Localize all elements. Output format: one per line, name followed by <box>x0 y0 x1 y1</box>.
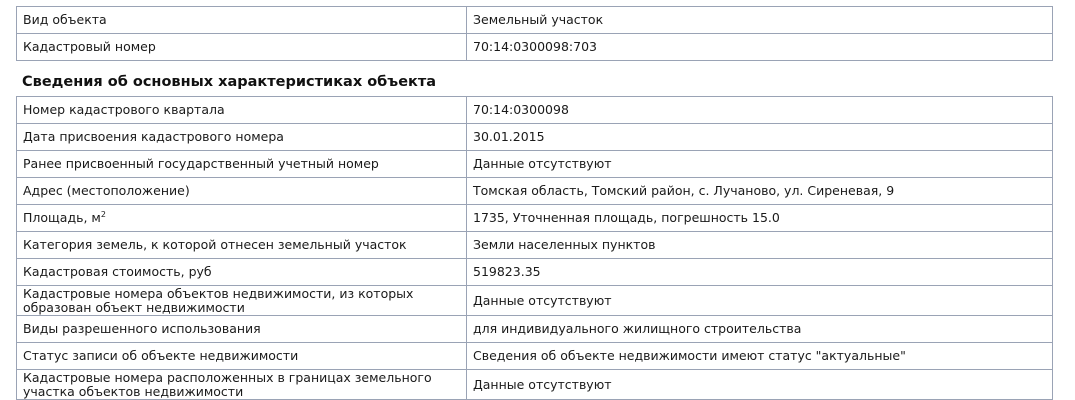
table-row <box>17 178 1053 205</box>
table-row <box>17 286 1053 316</box>
table-row <box>17 343 1053 370</box>
row-label: Кадастровые номера объектов недвижимости, из которых образован объект недвижимости <box>17 286 467 316</box>
row-value: 70:14:0300098 <box>467 97 1053 124</box>
table-row <box>17 97 1053 124</box>
row-value: Данные отсутствуют <box>467 286 1053 316</box>
table-row <box>17 205 1053 232</box>
row-value: Данные отсутствуют <box>467 151 1053 178</box>
row-label: Номер кадастрового квартала <box>17 97 467 124</box>
area-unit-superscript: 2 <box>100 209 106 219</box>
row-value: для индивидуального жилищного строительства <box>467 316 1053 343</box>
table-row <box>17 259 1053 286</box>
table-row <box>17 316 1053 343</box>
row-value: Земельный участок <box>467 7 1053 34</box>
row-label: Категория земель, к которой отнесен земельный участок <box>17 232 467 259</box>
row-value: 1735, Уточненная площадь, погрешность 15.0 <box>467 205 1053 232</box>
row-label: Дата присвоения кадастрового номера <box>17 124 467 151</box>
row-value: Сведения об объекте недвижимости имеют статус "актуальные" <box>467 343 1053 370</box>
row-value: 70:14:0300098:703 <box>467 34 1053 61</box>
object-info-table <box>16 6 1053 61</box>
row-label: Кадастровая стоимость, руб <box>17 259 467 286</box>
table-row <box>17 151 1053 178</box>
row-value: Земли населенных пунктов <box>467 232 1053 259</box>
table-row <box>17 124 1053 151</box>
row-value: Данные отсутствуют <box>467 370 1053 400</box>
row-value: 30.01.2015 <box>467 124 1053 151</box>
table-row <box>17 232 1053 259</box>
row-label: Ранее присвоенный государственный учетный номер <box>17 151 467 178</box>
row-label: Статус записи об объекте недвижимости <box>17 343 467 370</box>
row-label: Вид объекта <box>17 7 467 34</box>
row-label: Виды разрешенного использования <box>17 316 467 343</box>
row-label-area <box>17 205 467 232</box>
characteristics-table <box>16 96 1053 400</box>
row-value: 519823.35 <box>467 259 1053 286</box>
row-value: Томская область, Томский район, с. Лучаново, ул. Сиреневая, 9 <box>467 178 1053 205</box>
table-row <box>17 370 1053 400</box>
table-row <box>17 7 1053 34</box>
table-row <box>17 34 1053 61</box>
area-label-text: Площадь, м <box>23 210 101 225</box>
row-label: Кадастровые номера расположенных в границах земельного участка объектов недвижимости <box>17 370 467 400</box>
section-heading: Сведения об основных характеристиках объекта <box>22 74 437 90</box>
row-label: Кадастровый номер <box>17 34 467 61</box>
row-label: Адрес (местоположение) <box>17 178 467 205</box>
